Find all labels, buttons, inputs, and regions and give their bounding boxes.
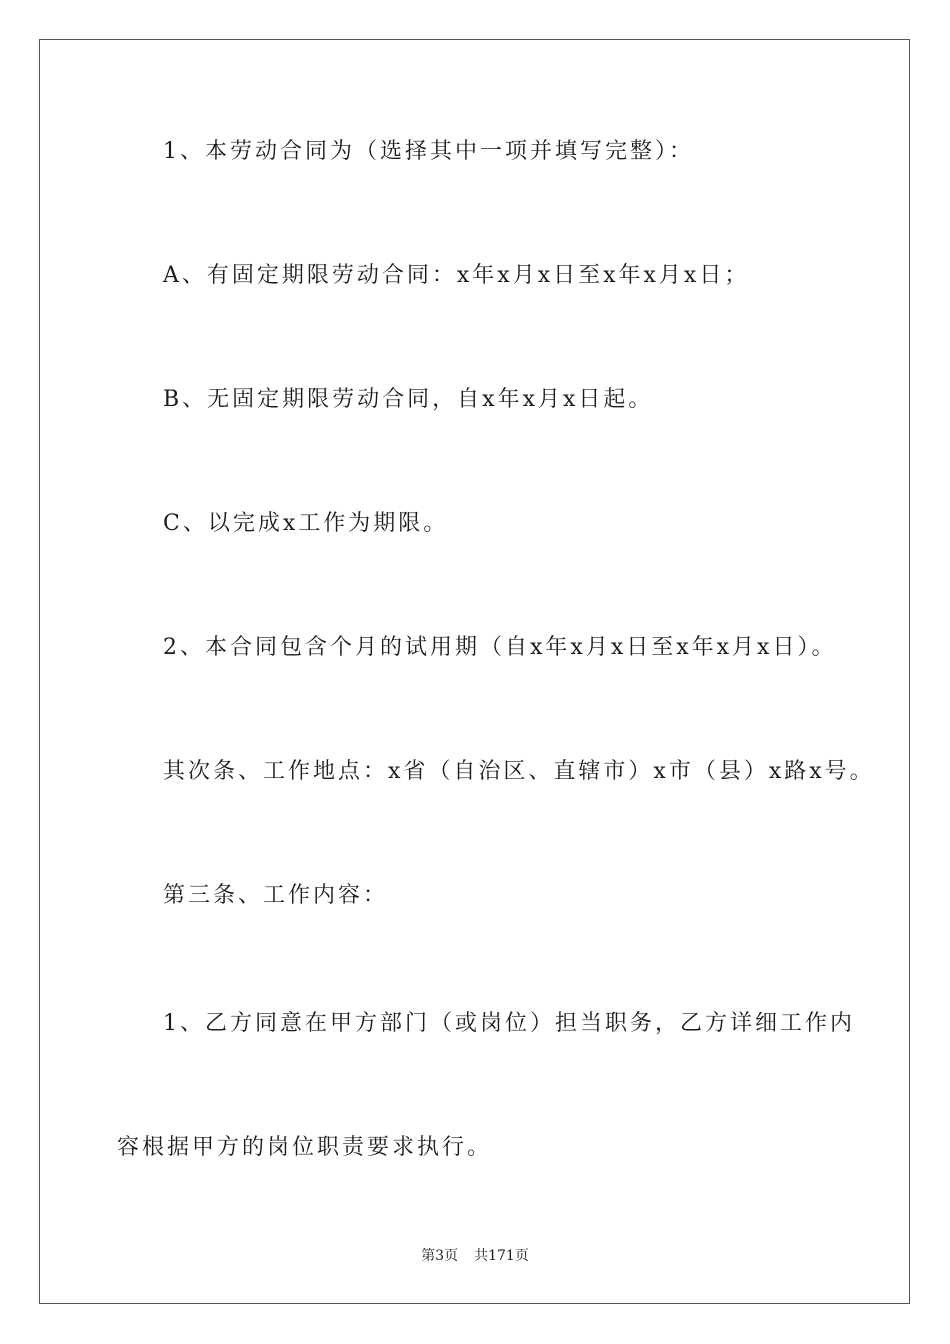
page-footer	[0, 1247, 950, 1265]
article-3-clause-1-line-2: 容根据甲方的岗位职责要求执行。	[117, 1135, 493, 1160]
page-number: 第3页	[421, 1248, 459, 1264]
clause-1-contract-type: 1、本劳动合同为（选择其中一项并填写完整）：	[163, 139, 694, 164]
clause-2-probation: 2、本合同包含个月的试用期（自x年x月x日至x年x月x日）。	[163, 635, 837, 660]
total-pages: 共171页	[474, 1248, 529, 1264]
article-2-work-location: 其次条、工作地点：x省（自治区、直辖市）x市（县）x路x号。	[163, 759, 875, 784]
article-3-clause-1-line-1: 1、乙方同意在甲方部门（或岗位）担当职务，乙方详细工作内	[163, 1011, 855, 1036]
option-c-task-based: C、以完成x工作为期限。	[163, 511, 449, 536]
page-border	[39, 39, 910, 1304]
option-a-fixed-term: A、有固定期限劳动合同：x年x月x日至x年x月x日；	[163, 263, 750, 288]
article-3-heading: 第三条、工作内容：	[163, 883, 389, 908]
option-b-open-ended: B、无固定期限劳动合同，自x年x月x日起。	[163, 387, 654, 412]
